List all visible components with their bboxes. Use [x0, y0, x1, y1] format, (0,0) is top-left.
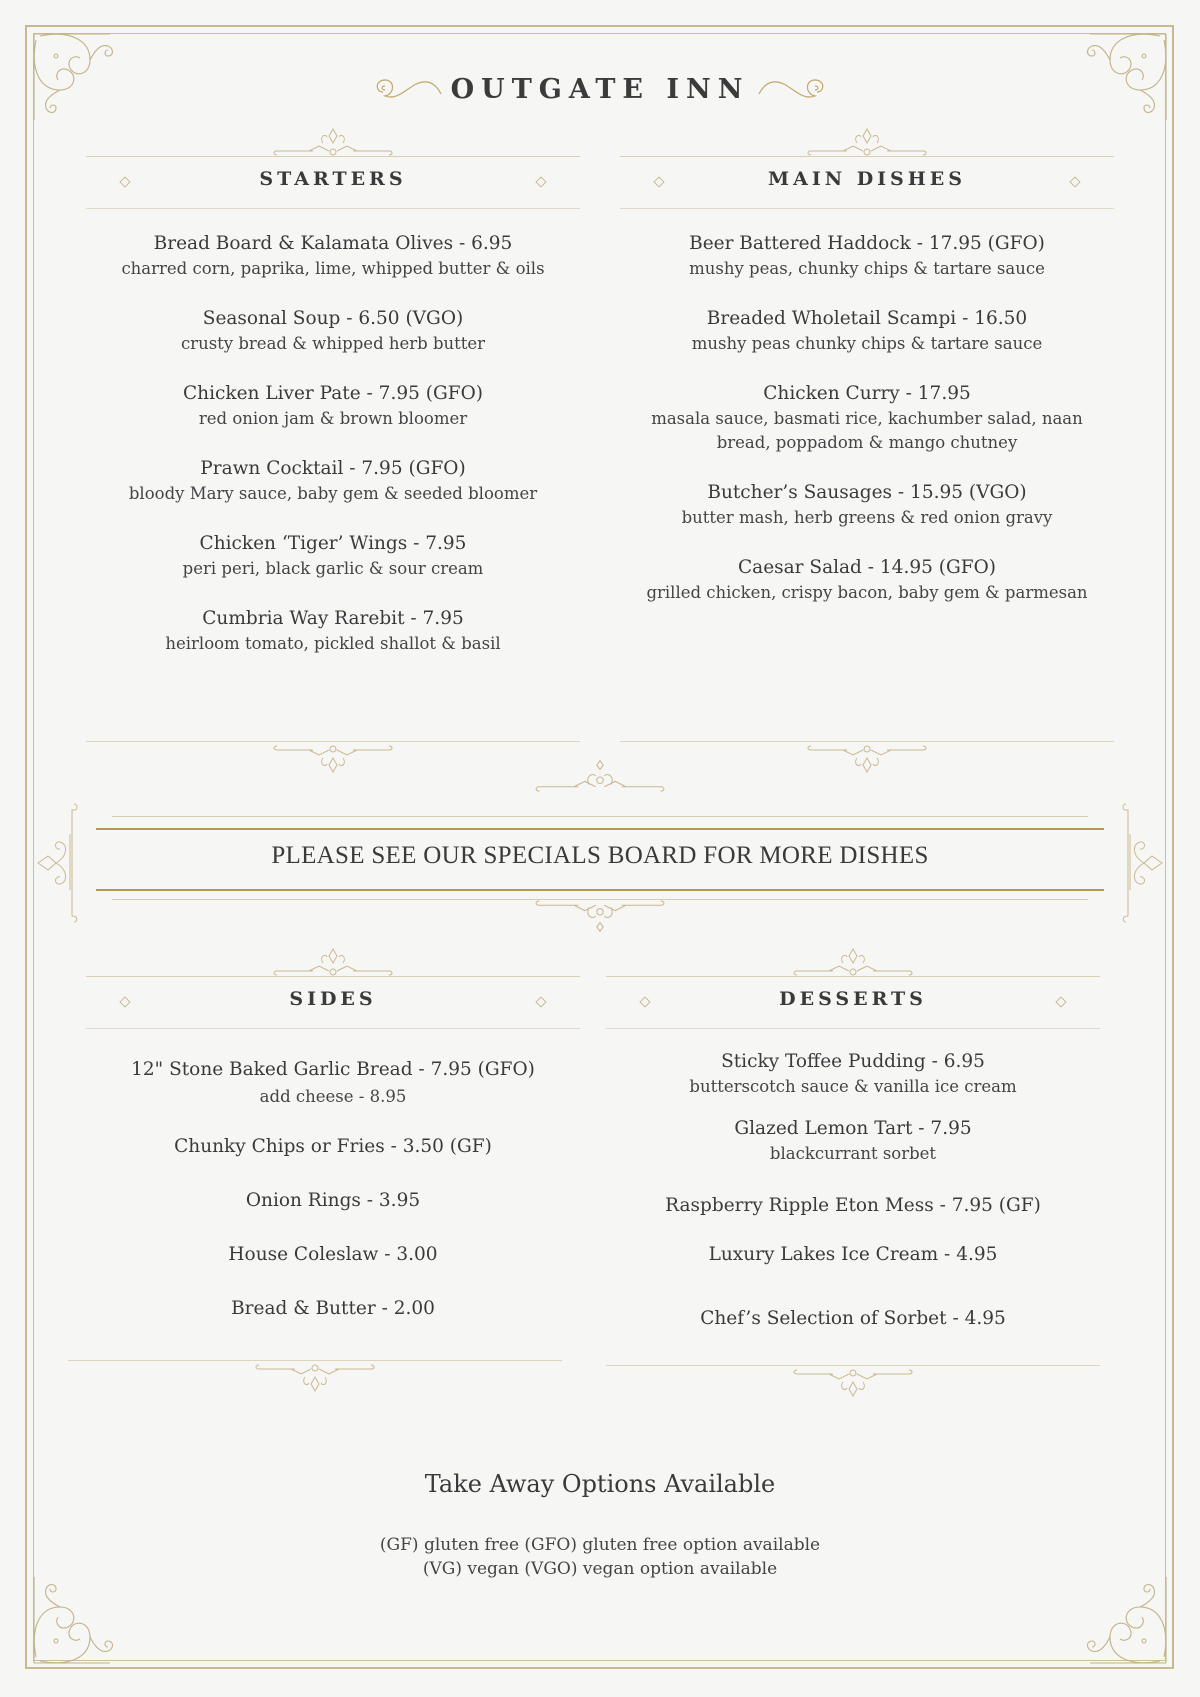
item-name: 12" Stone Baked Garlic Bread - 7.95 (GFO) — [131, 1059, 535, 1080]
item-name: Sticky Toffee Pudding - 6.95 — [721, 1051, 985, 1072]
legend-line: (VG) vegan (VGO) vegan option available — [422, 1559, 778, 1579]
divider — [620, 156, 1114, 157]
menu-item — [86, 230, 580, 281]
item-name: Bread & Butter - 2.00 — [231, 1298, 435, 1319]
dietary-legend — [0, 1533, 1200, 1581]
item-name: Chef’s Selection of Sorbet - 4.95 — [700, 1308, 1006, 1329]
item-name: House Coleslaw - 3.00 — [228, 1244, 438, 1265]
section-header — [606, 940, 1100, 1020]
menu-item — [86, 1241, 580, 1268]
menu-item — [606, 1241, 1100, 1268]
menu-item — [86, 530, 580, 581]
menu-item — [620, 479, 1114, 530]
menu-item — [620, 230, 1114, 281]
crest-ornament-icon — [793, 945, 913, 979]
item-name: Bread Board & Kalamata Olives - 6.95 — [153, 233, 513, 254]
item-description: mushy peas, chunky chips & tartare sauce — [689, 259, 1045, 278]
menu-item — [620, 554, 1114, 605]
crest-ornament-icon — [273, 125, 393, 159]
item-description: heirloom tomato, pickled shallot & basil — [165, 634, 501, 653]
menu-item — [86, 1295, 580, 1322]
item-description: masala sauce, basmati rice, kachumber salad, naan bread, poppadom & mango chutney — [651, 409, 1083, 452]
side-ornament-icon — [1122, 800, 1166, 926]
item-name: Chicken Liver Pate - 7.95 (GFO) — [183, 383, 483, 404]
item-description: bloody Mary sauce, baby gem & seeded bloomer — [128, 484, 538, 503]
menu-item — [86, 1055, 580, 1109]
divider — [86, 156, 580, 157]
section-title: DESSERTS — [779, 988, 927, 1010]
menu-header — [0, 72, 1200, 106]
divider — [86, 1028, 580, 1029]
item-description: butter mash, herb greens & red onion gravy — [681, 508, 1053, 527]
item-name: Chicken Curry - 17.95 — [763, 383, 971, 404]
menu-item — [620, 305, 1114, 356]
item-name: Beer Battered Haddock - 17.95 (GFO) — [689, 233, 1045, 254]
item-name: Glazed Lemon Tart - 7.95 — [734, 1118, 972, 1139]
restaurant-name: OUTGATE INN — [450, 73, 750, 105]
menu-item — [606, 1192, 1100, 1219]
section-starters — [86, 120, 580, 653]
item-list — [606, 1048, 1100, 1356]
divider — [112, 816, 1088, 817]
legend-line: (GF) gluten free (GFO) gluten free option available — [379, 1535, 821, 1555]
corner-flourish-icon — [30, 1567, 120, 1667]
divider — [86, 976, 580, 977]
item-name: Chicken ‘Tiger’ Wings - 7.95 — [199, 533, 467, 554]
item-description: butterscotch sauce & vanilla ice cream — [689, 1077, 1017, 1096]
section-header — [86, 120, 580, 200]
divider — [606, 976, 1100, 977]
item-name: Butcher’s Sausages - 15.95 (VGO) — [707, 482, 1027, 503]
item-name: Luxury Lakes Ice Cream - 4.95 — [708, 1244, 998, 1265]
menu-item — [86, 1187, 580, 1214]
item-list — [86, 230, 580, 680]
item-description: add cheese - 8.95 — [259, 1087, 407, 1106]
swirl-right-icon — [757, 72, 829, 106]
item-description: grilled chicken, crispy bacon, baby gem & parmesan — [646, 583, 1088, 602]
corner-flourish-icon — [1080, 1567, 1170, 1667]
divider — [96, 889, 1104, 891]
item-name: Raspberry Ripple Eton Mess - 7.95 (GF) — [665, 1195, 1041, 1216]
item-name: Caesar Salad - 14.95 (GFO) — [738, 557, 996, 578]
item-name: Breaded Wholetail Scampi - 16.50 — [706, 308, 1028, 329]
crest-ornament-icon — [535, 896, 665, 934]
menu-item — [606, 1115, 1100, 1166]
swirl-left-icon — [371, 72, 443, 106]
side-ornament-icon — [34, 800, 78, 926]
menu-item — [620, 380, 1114, 455]
item-list — [86, 1055, 580, 1346]
menu-item — [86, 380, 580, 431]
menu-item — [86, 605, 580, 656]
crest-ornament-icon — [807, 125, 927, 159]
takeaway-notice: Take Away Options Available — [424, 1470, 776, 1498]
section-main-dishes — [620, 120, 1114, 602]
section-footer — [606, 1360, 1100, 1400]
divider — [620, 208, 1114, 209]
section-title: STARTERS — [259, 168, 407, 190]
item-name: Prawn Cocktail - 7.95 (GFO) — [200, 458, 466, 479]
specials-banner-text: PLEASE SEE OUR SPECIALS BOARD FOR MORE DISHES — [271, 842, 929, 869]
item-name: Cumbria Way Rarebit - 7.95 — [202, 608, 464, 629]
section-sides — [86, 940, 580, 1319]
crest-ornament-icon — [273, 945, 393, 979]
menu-item — [606, 1048, 1100, 1099]
item-list — [620, 230, 1114, 629]
item-description: crusty bread & whipped herb butter — [180, 334, 486, 353]
section-header — [86, 940, 580, 1020]
item-description: peri peri, black garlic & sour cream — [182, 559, 484, 578]
menu-item — [86, 305, 580, 356]
item-description: charred corn, paprika, lime, whipped butter & oils — [121, 259, 545, 278]
menu-item — [86, 455, 580, 506]
item-name: Seasonal Soup - 6.50 (VGO) — [202, 308, 464, 329]
item-name: Chunky Chips or Fries - 3.50 (GF) — [174, 1136, 492, 1157]
menu-item — [606, 1305, 1100, 1332]
specials-banner — [0, 770, 1200, 950]
divider — [96, 828, 1104, 830]
item-description: blackcurrant sorbet — [769, 1144, 937, 1163]
crest-ornament-icon — [535, 758, 665, 796]
item-description: red onion jam & brown bloomer — [198, 409, 468, 428]
section-desserts — [606, 940, 1100, 1329]
item-name: Onion Rings - 3.95 — [245, 1190, 421, 1211]
section-footer — [68, 1355, 562, 1395]
section-title: MAIN DISHES — [768, 168, 966, 190]
menu-item — [86, 1133, 580, 1160]
item-description: mushy peas chunky chips & tartare sauce — [691, 334, 1043, 353]
divider — [86, 208, 580, 209]
crest-ornament-icon — [793, 1366, 913, 1400]
crest-ornament-icon — [255, 1361, 375, 1395]
divider — [606, 1028, 1100, 1029]
section-header — [620, 120, 1114, 200]
section-title: SIDES — [289, 988, 377, 1010]
